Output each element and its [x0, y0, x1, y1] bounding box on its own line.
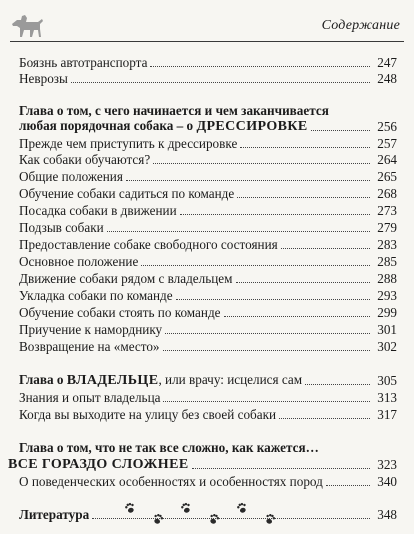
- entry-page: 313: [377, 390, 397, 405]
- leader-dots: [240, 146, 370, 148]
- toc-entry[interactable]: [19, 149, 397, 167]
- toc-entry[interactable]: [19, 251, 397, 269]
- entry-label: О поведенческих особенностях и особенностях пород: [19, 474, 323, 489]
- entry-label: Основное положение: [19, 254, 139, 269]
- leader-dots: [180, 213, 370, 215]
- entry-label: Когда вы выходите на улицу без своей собаки: [19, 407, 277, 422]
- toc-entry[interactable]: [19, 183, 397, 201]
- entry-label: Общие положения: [19, 169, 123, 184]
- chapter-page: 256: [377, 119, 397, 134]
- leader-dots: [224, 315, 370, 317]
- toc-entry[interactable]: [19, 234, 397, 252]
- chapter-heading-line: Глава о том, с чего начинается и чем заканчивается: [19, 103, 329, 118]
- chapter-title: [19, 118, 308, 134]
- entry-page: 285: [377, 254, 397, 269]
- entry-page: 317: [377, 407, 397, 422]
- entry-label: Как собаки обучаются?: [19, 152, 151, 167]
- chapter-heading[interactable]: [19, 116, 397, 134]
- entry-page: 268: [377, 186, 397, 201]
- page-header: [0, 0, 414, 46]
- entry-label: Обучение собаки стоять по команде: [19, 305, 221, 320]
- entry-page: 279: [377, 220, 397, 235]
- paw-print-mark: [180, 502, 192, 514]
- chapter-heading[interactable]: [8, 454, 397, 472]
- toc-entry[interactable]: [19, 285, 397, 303]
- chapter-title-prefix: любая порядочная собака – о: [19, 118, 197, 133]
- entry-label: Литература: [19, 507, 90, 522]
- leader-dots: [326, 484, 370, 486]
- entry-label: Подзыв собаки: [19, 220, 104, 235]
- chapter-heading-line: Глава о том, что не так все сложно, как кажется…: [19, 440, 319, 455]
- leader-dots: [153, 162, 370, 164]
- dog-silhouette-icon: [8, 10, 46, 40]
- entry-label: Укладка собаки по команде: [19, 288, 173, 303]
- chapter-title: [19, 372, 302, 388]
- entry-page: 302: [377, 339, 397, 354]
- entry-page: 348: [377, 507, 397, 522]
- paw-print-mark: [236, 502, 248, 514]
- toc-entry[interactable]: [19, 268, 397, 286]
- paw-print-mark: [264, 513, 276, 525]
- entry-label: Неврозы: [19, 71, 68, 86]
- header-divider: [10, 41, 404, 42]
- toc-entry[interactable]: [19, 387, 397, 405]
- toc-entry[interactable]: [19, 217, 397, 235]
- leader-dots: [311, 129, 370, 131]
- chapter-heading[interactable]: [19, 370, 397, 388]
- toc-entry[interactable]: [19, 166, 397, 184]
- entry-label: Предоставление собаке свободного состояния: [19, 237, 278, 252]
- entry-label: Приучение к наморднику: [19, 322, 163, 337]
- leader-dots: [305, 383, 370, 385]
- chapter-title-prefix: Глава о: [19, 372, 67, 387]
- entry-page: 299: [377, 305, 397, 320]
- entry-label: Боязнь автотранспорта: [19, 55, 148, 70]
- leader-dots: [165, 332, 370, 334]
- leader-dots: [107, 230, 370, 232]
- entry-label: Прежде чем приступить к дрессировке: [19, 136, 238, 151]
- entry-label: Возвращение на «место»: [19, 339, 160, 354]
- entry-label: Движение собаки рядом с владельцем: [19, 271, 233, 286]
- leader-dots: [279, 417, 370, 419]
- entry-page: 340: [377, 474, 397, 489]
- leader-dots: [163, 400, 370, 402]
- chapter-page: 323: [377, 457, 397, 472]
- chapter-title-caps: ДРЕССИРОВКЕ: [196, 119, 308, 134]
- entry-label: Знания и опыт владельца: [19, 390, 161, 405]
- paw-print-mark: [152, 513, 164, 525]
- entry-label: Обучение собаки садиться по команде: [19, 186, 235, 201]
- leader-dots: [236, 281, 370, 283]
- entry-page: 283: [377, 237, 397, 252]
- paw-print-mark: [124, 502, 136, 514]
- leader-dots: [150, 65, 370, 67]
- leader-dots: [281, 247, 370, 249]
- leader-dots: [141, 264, 370, 266]
- entry-page: 301: [377, 322, 397, 337]
- entry-page: 257: [377, 136, 397, 151]
- leader-dots: [192, 467, 370, 469]
- toc-entry[interactable]: [19, 200, 397, 218]
- page-title: Содержание: [321, 18, 400, 33]
- entry-page: 248: [377, 71, 397, 86]
- leader-dots: [176, 298, 370, 300]
- toc-entry[interactable]: [19, 319, 397, 337]
- paw-print-mark: [208, 513, 220, 525]
- toc-entry[interactable]: [19, 404, 397, 422]
- chapter-title-caps: ВЛАДЕЛЬЦЕ: [66, 373, 159, 388]
- chapter-page: 305: [377, 373, 397, 388]
- chapter-title-suffix: , или врачу: исцелися сам: [158, 372, 303, 387]
- toc-entry[interactable]: [19, 302, 397, 320]
- toc-entry[interactable]: [19, 68, 397, 86]
- leader-dots: [71, 81, 370, 83]
- paw-print-trail-icon: [0, 499, 414, 527]
- entry-page: 273: [377, 203, 397, 218]
- entry-label: Посадка собаки в движении: [19, 203, 177, 218]
- entry-page: 293: [377, 288, 397, 303]
- entry-page: 264: [377, 152, 397, 167]
- entry-page: 247: [377, 55, 397, 70]
- toc-entry[interactable]: [19, 336, 397, 354]
- leader-dots: [163, 349, 370, 351]
- chapter-title-caps: ВСЕ ГОРАЗДО СЛОЖНЕЕ: [8, 457, 189, 472]
- toc-entry[interactable]: [19, 471, 397, 489]
- leader-dots: [126, 179, 370, 181]
- entry-page: 288: [377, 271, 397, 286]
- entry-page: 265: [377, 169, 397, 184]
- leader-dots: [237, 196, 370, 198]
